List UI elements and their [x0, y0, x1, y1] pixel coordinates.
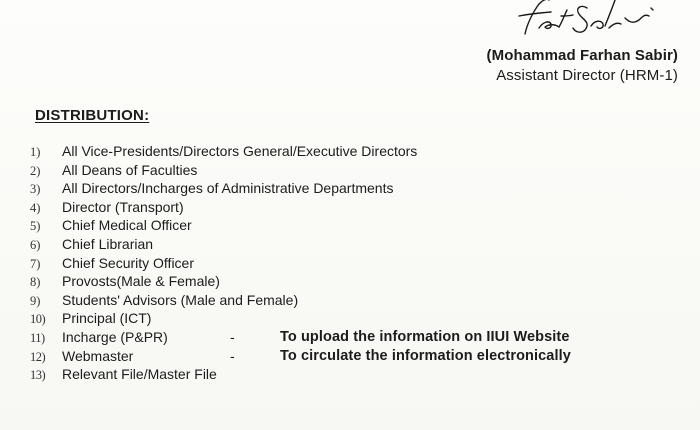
- item-label: Students' Advisors (Male and Female): [62, 291, 299, 308]
- signer-name: (Mohammad Farhan Sabir): [486, 47, 678, 64]
- item-number: 12): [30, 349, 46, 364]
- item-label: Webmaster: [62, 347, 134, 364]
- item-number: 4): [30, 200, 41, 215]
- item-label: Incharge (P&PR): [62, 328, 168, 345]
- item-dash: -: [230, 347, 235, 364]
- item-number: 13): [30, 368, 46, 383]
- list-item: [30, 161, 417, 180]
- item-number: 7): [30, 256, 41, 271]
- item-note: To upload the information on IIUI Website: [280, 328, 570, 345]
- list-item: [30, 142, 417, 161]
- list-item: [30, 216, 417, 235]
- list-item: [30, 179, 417, 198]
- item-number: 6): [30, 237, 41, 252]
- item-label: Director (Transport): [62, 198, 184, 215]
- handwritten-signature: [505, 0, 675, 44]
- item-number: 8): [30, 275, 41, 290]
- item-number: 2): [30, 163, 41, 178]
- list-item: [30, 309, 417, 328]
- list-item: [30, 254, 417, 273]
- item-label: Chief Security Officer: [62, 254, 195, 271]
- item-dash: -: [230, 328, 235, 345]
- item-note: To circulate the information electronically: [280, 347, 571, 364]
- list-item: [30, 272, 417, 291]
- item-label: Chief Medical Officer: [62, 217, 192, 234]
- item-number: 1): [30, 145, 41, 159]
- list-item: [30, 365, 417, 384]
- list-item: [30, 198, 417, 217]
- item-label: Principal (ICT): [62, 310, 152, 327]
- item-label: All Directors/Incharges of Administrative Departments: [62, 180, 394, 197]
- item-number: 3): [30, 182, 41, 197]
- item-label: Provosts(Male & Female): [62, 273, 220, 290]
- item-number: 9): [30, 293, 41, 308]
- distribution-heading: DISTRIBUTION:: [35, 107, 150, 124]
- item-label: Relevant File/Master File: [62, 366, 217, 383]
- item-number: 10): [30, 312, 46, 327]
- list-item: [30, 328, 570, 347]
- signer-title: Assistant Director (HRM-1): [496, 67, 678, 84]
- list-item: [30, 291, 417, 310]
- item-number: 11): [30, 330, 45, 345]
- item-number: 5): [30, 219, 41, 234]
- item-label: All Vice-Presidents/Directors General/Executive Directors: [62, 143, 418, 159]
- list-item: [30, 235, 417, 254]
- distribution-list: [30, 142, 571, 384]
- item-label: All Deans of Faculties: [62, 161, 198, 178]
- item-label: Chief Librarian: [62, 235, 154, 252]
- list-item: [30, 347, 571, 366]
